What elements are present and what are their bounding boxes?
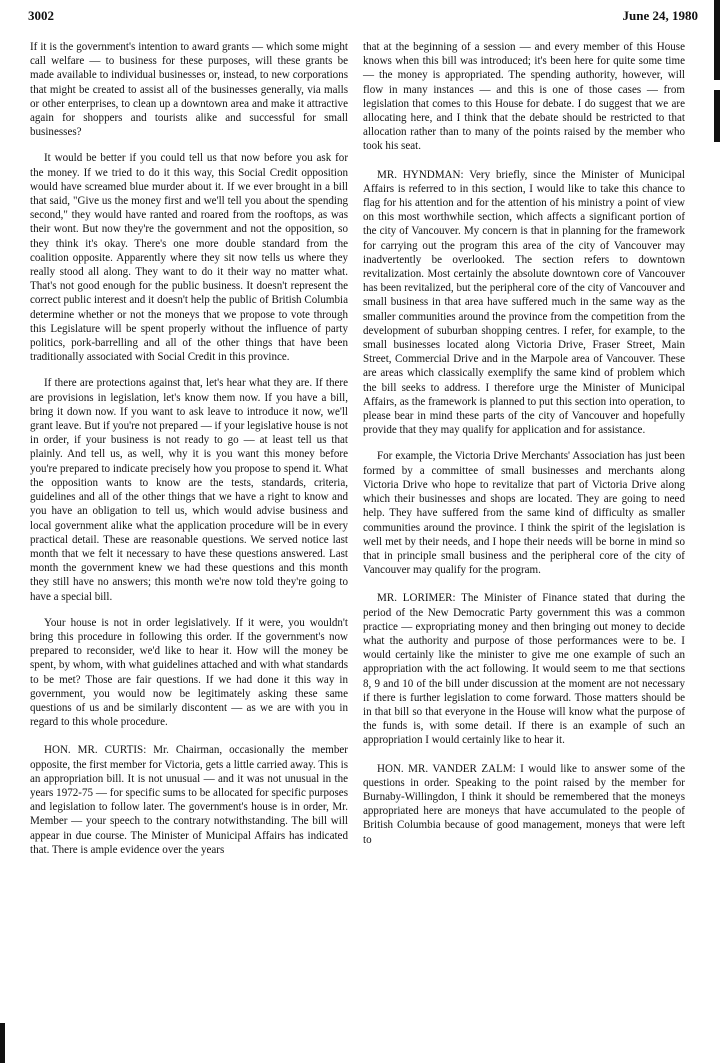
page-date: June 24, 1980 [622, 8, 698, 23]
page-number: 3002 [28, 8, 54, 23]
paragraph: If there are protections against that, let's hear what they are. If there are provisions in legislation, let's know them now. If you have a bill, bring it down now. If you want to ask leave to introduce it now, we'll grant leave. But if you're not prepared — if your legislative house is not in order, if your business is not ready to go — at least tell us that plainly. And tell us, as well, why it is you want this money before you're prepared to indicate precisely how you propose to spend it. What the opposition wants to know are the tests, standards, criteria, guidelines and all of the other things that we have a right to know and you have an obligation to tell us, which would advise business and local government alike what the application procedure will be in every practical detail. These are reasonable questions. We served notice last month that we felt it necessary to have these questions answered. Last month the government knew we had these questions and this month they still have no answers; this month we're now told they're going to have a special bill. [30, 377, 348, 603]
paragraph: that at the beginning of a session — and every member of this House knows when this bill was introduced; it's been here for quite some time — the money is appropriated. The spending authority, however, will flow in many instances — and this is one of those cases — from legislation that comes to this House for debate. I do suggest that we are allocating here, and I think that the debate should be restricted to that allocation rather than to many of the points raised by the member who took his seat. [363, 41, 685, 153]
paragraph: It would be better if you could tell us that now before you ask for the money. If we tried to do it this way, this Social Credit opposition would have screamed blue murder about it. If we ever brought in a bill that said, "Give us the money first and we'll tell you about the spending second," they would have ranted and roared from the rooftops, as was their wont. But now they're the government and not the opposition, so they think it's okay. There's one more double standard from the coalition opposite. Apparently where they sit now tells us where they really stood all along. They want to do it their way no matter what. That's not good enough for the public business. It doesn't represent the correct public interest and it doesn't help the public of British Columbia determine whether or not the moneys that we propose to vote through this Legislature will be spent properly without the influence of party politics, pork-barrelling and all of the other things that have been traditionally associated with Social Credit in this province. [30, 152, 348, 364]
paragraph: If it is the government's intention to award grants — which some might call welfare — to business for these purposes, will these grants be made available to individual businesses or, instead, to new corporations that might be created to assist all of the businesses generally, via malls or other enterprises, to clean up a downtown area and make it attractive again for shoppers and tourists alike and successful for small businesses? [30, 41, 348, 139]
scan-edge-mark [714, 0, 720, 80]
left-column [30, 40, 348, 869]
speech-lorimer: MR. LORIMER: The Minister of Finance stated that during the period of the New Democratic Party government this was a common practice — expropriating money and then bringing out money to decide what the authority and purpose of those performances were to be. I would certainly like the minister to give me one example of such an appropriation with the act following. It would seem to me that sections 8, 9 and 10 of the bill under discussion at the moment are not necessary if there is further legislation to come forward. Those matters should be in that bill so that everyone in the House will know what the purpose of the funds is, with some detail. If there is an example of such an appropriation I would certainly like to hear it. [363, 592, 685, 747]
speech-vander-zalm: HON. MR. VANDER ZALM: I would like to answer some of the questions in order. Speaking to the point raised by the member for Burnaby-Willingdon, I think it should be remembered that the moneys appropriated here are moneys that have accumulated to the people of British Columbia because of good management, moneys that were left to [363, 762, 685, 846]
right-column [363, 40, 685, 859]
paragraph: For example, the Victoria Drive Merchants' Association has just been formed by a committee of small businesses and merchants along Victoria Drive who hope to revitalize that part of Victoria Drive along which their businesses and shops are located. They are going to need help. They have suffered from the same kind of difficulty as smaller communities around the province. I think the spirit of the legislation is well met by their needs, and I hope their needs will be borne in mind so that in principle small business and the peripheral core of the city of Vancouver may qualify for the program. [363, 450, 685, 577]
page-header [28, 4, 698, 24]
scan-edge-mark [0, 1023, 5, 1063]
speech-curtis: HON. MR. CURTIS: Mr. Chairman, occasionally the member opposite, the first member for Victoria, gets a little carried away. This is an appropriation bill. It is not unusual — and it was not unusual in the years 1972-75 — for specific sums to be allocated for specific purposes and legislation to follow later. The government's house is in order, Mr. Member — your speech to the contrary notwithstanding. The bill will appear in due course. The Minister of Municipal Affairs has indicated that. There is ample evidence over the years [30, 744, 348, 856]
paragraph: Your house is not in order legislatively. If it were, you wouldn't bring this procedure in following this order. If the government's now prepared to reconsider, we'd like to hear it. How will the money be spent, by whom, with what guidelines attached and with what standards to be met? Those are fair questions. If we had done it this way in government, you would now be legitimately asking these same questions of us and be similarly discontent — as we are with you in regard to this whole procedure. [30, 616, 348, 729]
scan-edge-mark [714, 90, 720, 142]
speech-hyndman: MR. HYNDMAN: Very briefly, since the Minister of Municipal Affairs is referred to in this section, I would like to take this chance to flag for his attention and for the attention of his ministry a point of view on this most worthwhile section, which affects a significant portion of the city of Vancouver. My concern is that in planning for the framework for carrying out the program this area of the city of Vancouver may inadvertently be overlooked. The section refers to downtown revitalization. Most certainly the absolute downtown core of Vancouver has been revitalized, but the peripheral core of the city of Vancouver and small business in that area have suffered much in the same way as the smaller communities around the province from the competition from the development of suburban shopping centres. I refer, for example, to the small businesses located along Victoria Drive, Fraser Street, Main Street, Commercial Drive and in the Marpole area of Vancouver. These are areas which classically exemplify the same kind of problem which the bill seeks to address. I therefore urge the Minister of Municipal Affairs, as the framework is planned to put this section into operation, to please bear in mind these parts of the city of Vancouver and hopefully provide that they may qualify for application and for assistance. [363, 168, 685, 437]
